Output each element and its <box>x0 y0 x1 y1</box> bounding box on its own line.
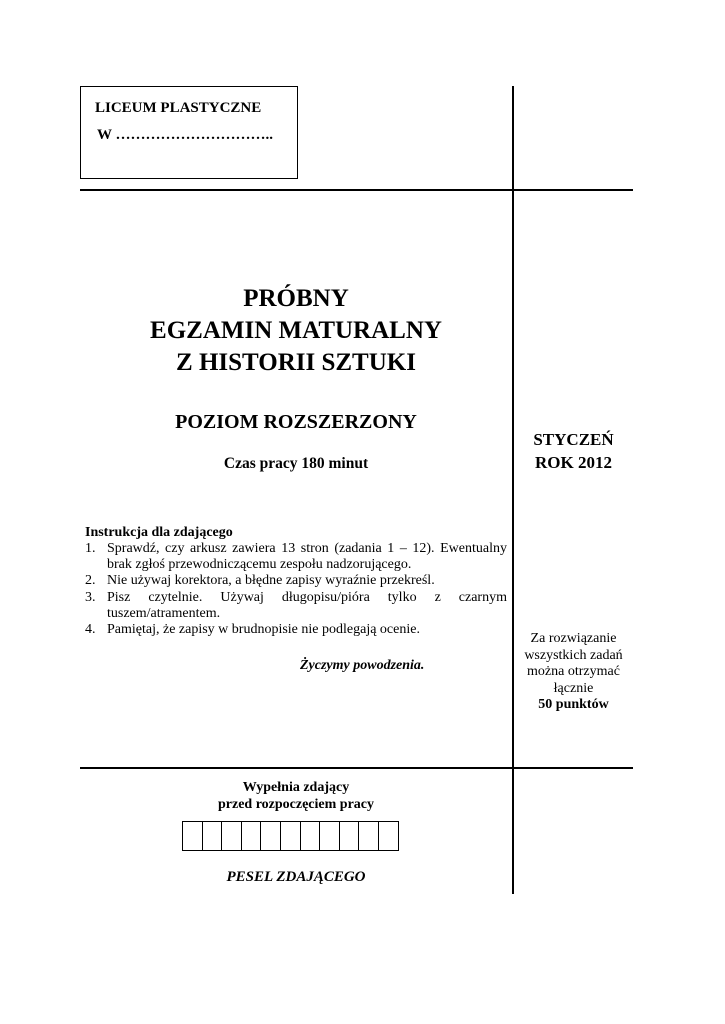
pesel-digit-cell[interactable] <box>260 821 281 851</box>
points-line-2: wszystkich zadań <box>524 647 623 663</box>
instructions-list <box>85 541 507 638</box>
instruction-number: 4. <box>85 622 96 638</box>
pesel-input[interactable] <box>182 821 399 851</box>
school-name: LICEUM PLASTYCZNE <box>95 100 262 116</box>
pesel-label: PESEL ZDAJĄCEGO <box>226 869 366 885</box>
pesel-digit-cell[interactable] <box>319 821 340 851</box>
vertical-divider <box>512 86 514 894</box>
instruction-number: 2. <box>85 573 96 589</box>
fill-instruction-line-1: Wypełnia zdający <box>242 780 350 795</box>
bottom-divider <box>80 767 633 769</box>
exam-year: ROK 2012 <box>535 453 612 472</box>
pesel-digit-cell[interactable] <box>339 821 360 851</box>
pesel-digit-cell[interactable] <box>182 821 203 851</box>
points-info <box>514 631 633 714</box>
good-luck-wish: Życzymy powodzenia. <box>300 658 425 673</box>
instruction-text: Nie używaj korektora, a błędne zapisy wyraźnie przekreśl. <box>107 573 435 589</box>
title-line-3: Z HISTORII SZTUKI <box>176 349 416 376</box>
instruction-item <box>85 573 507 589</box>
points-line-1: Za rozwiązanie <box>530 631 617 646</box>
instruction-item <box>85 622 507 638</box>
school-location: W ………………………….. <box>97 127 273 143</box>
exam-month: STYCZEŃ <box>533 430 614 449</box>
fill-instruction-line-2: przed rozpoczęciem pracy <box>217 797 374 812</box>
exam-duration: Czas pracy 180 minut <box>223 455 369 472</box>
instruction-number: 1. <box>85 541 96 556</box>
pesel-digit-cell[interactable] <box>202 821 223 851</box>
pesel-digit-cell[interactable] <box>300 821 321 851</box>
points-line-3: można otrzymać <box>527 664 620 679</box>
pesel-digit-cell[interactable] <box>358 821 379 851</box>
points-line-4: łącznie <box>553 680 594 696</box>
instruction-text: Pisz czytelnie. Używaj długopisu/pióra tylko z czarnym tuszem/atramentem. <box>107 589 507 621</box>
instruction-item <box>85 541 507 573</box>
exam-level: POZIOM ROZSZERZONY <box>175 411 417 433</box>
pesel-digit-cell[interactable] <box>378 821 399 851</box>
points-total: 50 punktów <box>538 697 609 712</box>
pesel-digit-cell[interactable] <box>280 821 301 851</box>
pesel-digit-cell[interactable] <box>221 821 242 851</box>
title-line-1: PRÓBNY <box>243 285 349 312</box>
instructions-title: Instrukcja dla zdającego <box>85 525 233 540</box>
instruction-text: Sprawdź, czy arkusz zawiera 13 stron (zadania 1 – 12). Ewentualny brak zgłoś przewodniczącemu zespołu nadzorującego. <box>107 541 507 573</box>
instruction-text: Pamiętaj, że zapisy w brudnopisie nie podlegają ocenie. <box>107 622 420 638</box>
title-line-2: EGZAMIN MATURALNY <box>150 317 442 344</box>
instruction-item <box>85 590 507 622</box>
instruction-number: 3. <box>85 589 96 605</box>
top-divider <box>80 189 633 191</box>
pesel-digit-cell[interactable] <box>241 821 262 851</box>
